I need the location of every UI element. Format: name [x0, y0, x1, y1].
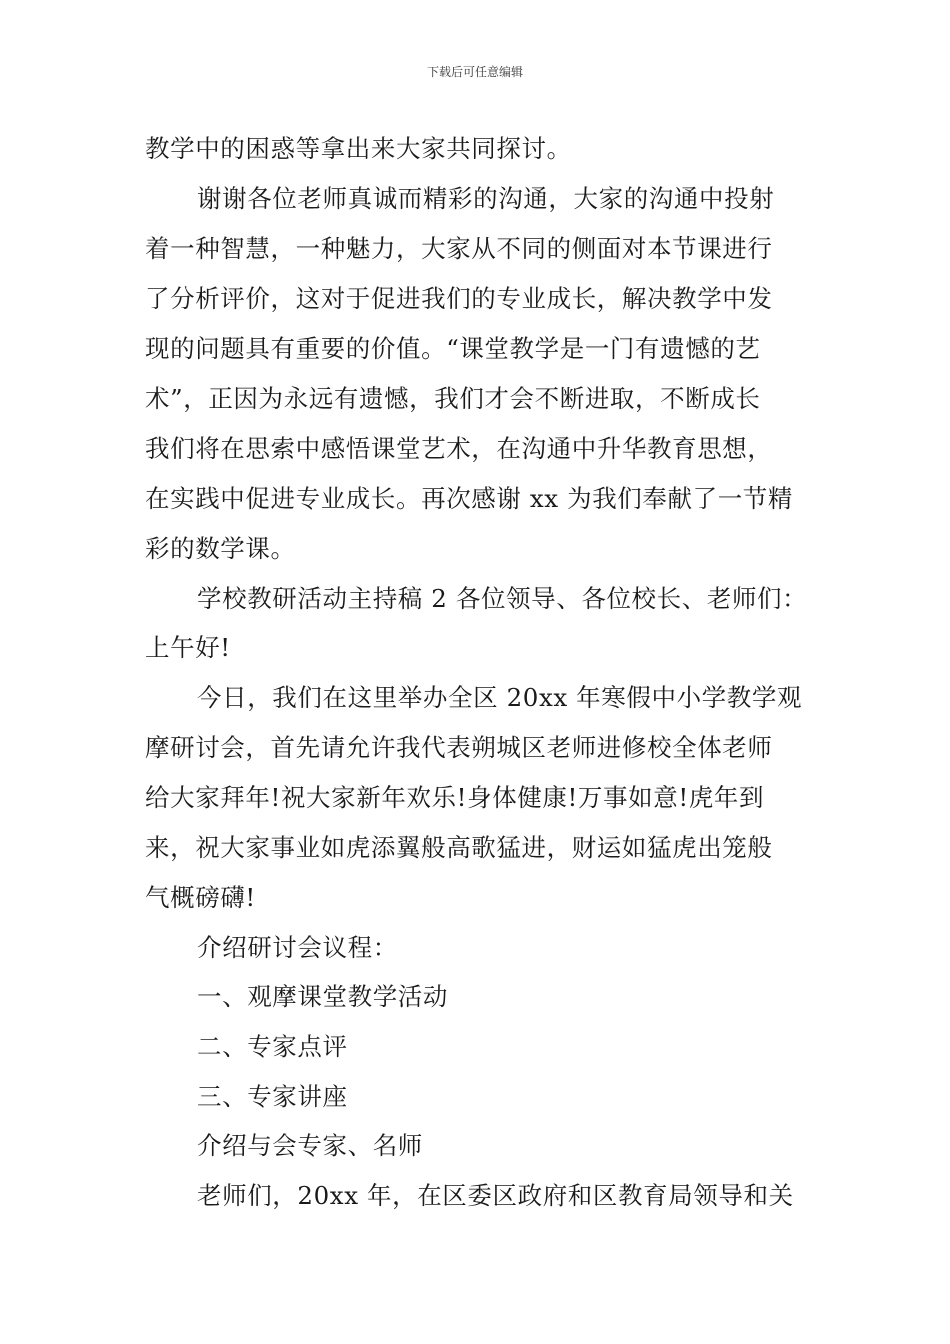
- text-line: 一、观摩课堂教学活动: [197, 982, 448, 1011]
- text-line: 学校教研活动主持稿 2 各位领导、各位校长、老师们：: [197, 584, 808, 613]
- text-line: 上午好!: [145, 633, 231, 662]
- text-line: 二、专家点评: [197, 1032, 348, 1061]
- text-line: 今日，我们在这里举办全区 20xx 年寒假中小学教学观: [197, 683, 803, 712]
- text-line: 现的问题具有重要的价值。“课堂教学是一门有遗憾的艺: [145, 334, 761, 363]
- text-line: 摩研讨会，首先请允许我代表朔城区老师进修校全体老师: [145, 733, 773, 762]
- text-line: 气概磅礴!: [145, 883, 256, 912]
- text-line: 介绍与会专家、名师: [197, 1131, 423, 1160]
- text-line: 教学中的困惑等拿出来大家共同探讨。: [145, 134, 572, 163]
- text-line: 我们将在思索中感悟课堂艺术，在沟通中升华教育思想，: [145, 434, 773, 463]
- text-line: 了分析评价，这对于促进我们的专业成长，解决教学中发: [145, 284, 773, 313]
- text-line: 老师们，20xx 年，在区委区政府和区教育局领导和关: [197, 1181, 794, 1210]
- text-line: 着一种智慧，一种魅力，大家从不同的侧面对本节课进行: [145, 234, 773, 263]
- text-line: 术”，正因为永远有遗憾，我们才会不断进取，不断成长: [145, 384, 761, 413]
- text-line: 来，祝大家事业如虎添翼般高歌猛进，财运如猛虎出笼般: [145, 833, 773, 862]
- text-line: 谢谢各位老师真诚而精彩的沟通，大家的沟通中投射: [197, 184, 775, 213]
- page-header-note: 下载后可任意编辑: [426, 65, 523, 79]
- text-line: 在实践中促进专业成长。再次感谢 xx 为我们奉献了一节精: [145, 484, 794, 513]
- text-line: 给大家拜年!祝大家新年欢乐!身体健康!万事如意!虎年到: [145, 783, 765, 812]
- text-line: 介绍研讨会议程：: [197, 933, 398, 962]
- text-line: 三、专家讲座: [197, 1082, 348, 1111]
- text-line: 彩的数学课。: [145, 534, 296, 563]
